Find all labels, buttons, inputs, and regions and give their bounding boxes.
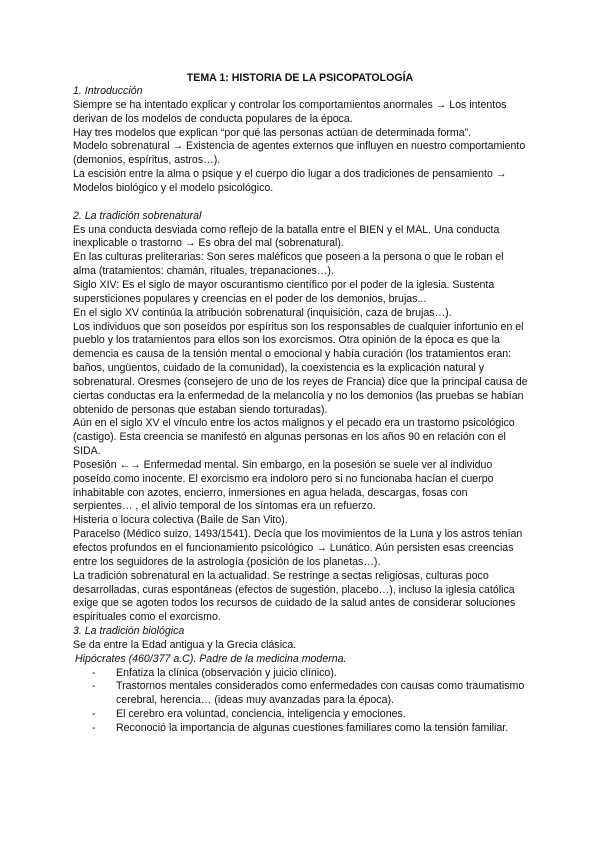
section-tradicion-biologica <box>73 625 528 736</box>
subheading: Hipócrates (460/377 a.C). Padre de la medicina moderna. <box>75 652 347 665</box>
paragraph: Aún en el siglo XV el vínculo entre los actos malignos y el pecado era un trastorno psicológico (castigo). Esta creencia se manifestó en algunas personas en los años 90 en relación con el SIDA. <box>73 417 515 458</box>
paragraph: Hay tres modelos que explican “por qué las personas actúan de determinada forma”. <box>73 126 472 139</box>
paragraph: La escisión entre la alma o psique y el cuerpo dio lugar a dos tradiciones de pensamiento → Modelos biológico y el modelo psicológico. <box>73 168 507 194</box>
paragraph: Siglo XIV: Es el siglo de mayor oscurantismo científico por el poder de la iglesia. Sustenta supersticiones populares y creencias en el poder de los demonios, brujas... <box>73 278 495 305</box>
paragraph: Se da entre la Edad antigua y la Grecia clásica. <box>73 638 297 651</box>
list-item: - Trastornos mentales considerados como enfermedades con causas como traumatismo cerebral, herencia… (ideas muy avanzadas para la época). <box>73 680 528 708</box>
paragraph: La tradición sobrenatural en la actualidad. Se restringe a sectas religiosas, culturas poco desarrolladas, curas espontáneas (efectos de sugestión, placebo…), incluso la iglesia católica exige que se agoten todos los recursos de cuidado de la salud antes de considerar soluciones espirituales como el exorcismo. <box>73 569 516 624</box>
list-item: - El cerebro era voluntad, conciencia, inteligencia y emociones. <box>73 708 528 722</box>
paragraph: En el siglo XV continúa la atribución sobrenatural (inquisición, caza de brujas…). <box>73 306 452 319</box>
spacer <box>73 196 528 210</box>
document-body <box>73 85 528 736</box>
paragraph: Modelo sobrenatural → Existencia de agentes externos que influyen en nuestro comportamiento (demonios, espíritus, astros…). <box>73 140 526 167</box>
paragraph: En las culturas preliterarias: Son seres maléficos que poseen a la persona o que le roban el alma (tratamientos: chamán, rituales, trepanaciones…). <box>73 251 504 278</box>
paragraph: Los individuos que son poseídos por espíritus son los responsables de cualquier infortunio en el pueblo y los tratamientos para ellos son los exorcismos. Otra opinión de la época es que la demencia es causa de la tensión mental o emocional y había curación (los tratamientos eran: baños, ungüentos, cuidado de la comunidad), la coexistencia es la explicación natural y sobrenatural. Oresmes (consejero de uno de los reyes de Francia) dice que la principal causa de ciertas conductas era la enfermedad de la melancolía y no los demonios (las pruebas se habían obtenido de personas que estaban siendo torturadas). <box>73 320 528 416</box>
paragraph: Paracelso (Médico suizo, 1493/1541). Decía que los movimientos de la Luna y los astros tenían efectos profundos en el funcionamiento psicológico → Lunático. Aún persisten esas creencias entre los seguidores de la astrología (posición de los planetas…). <box>73 528 523 568</box>
section-heading: 1. Introducción <box>73 85 143 97</box>
section-introduccion <box>73 85 528 196</box>
section-heading: 2. La tradición sobrenatural <box>73 209 202 222</box>
section-heading: 3. La tradición biológica <box>73 625 185 638</box>
section-tradicion-sobrenatural <box>73 210 528 625</box>
page-title: TEMA 1: HISTORIA DE LA PSICOPATOLOGÍA <box>186 72 414 84</box>
list-item: - Enfatiza la clínica (observación y juicio clínico). <box>73 667 528 681</box>
paragraph: Posesión ←→ Enfermedad mental. Sin embargo, en la posesión se suele ver al individuo poseído como inocente. El exorcismo era indoloro pero si no funcionaba hacían el cuerpo inhabitable con azotes, encierro, inmersiones en agua helada, descargas, fosas con serpientes… , el alivio temporal de los síntomas era un refuerzo. <box>73 458 494 513</box>
paragraph: Siempre se ha intentado explicar y controlar los comportamientos anormales → Los intentos derivan de los modelos de conducta populares de la época. <box>73 98 507 125</box>
bullet-list <box>73 667 528 736</box>
paragraph: Histeria o locura colectiva (Baile de San Vito). <box>73 514 288 527</box>
paragraph: Es una conducta desviada como reflejo de la batalla entre el BIEN y el MAL. Una conducta inexplicable o trastorno → Es obra del mal (sobrenatural). <box>73 223 500 250</box>
list-item: - Reconoció la importancia de algunas cuestiones familiares como la tensión familiar. <box>73 722 528 736</box>
